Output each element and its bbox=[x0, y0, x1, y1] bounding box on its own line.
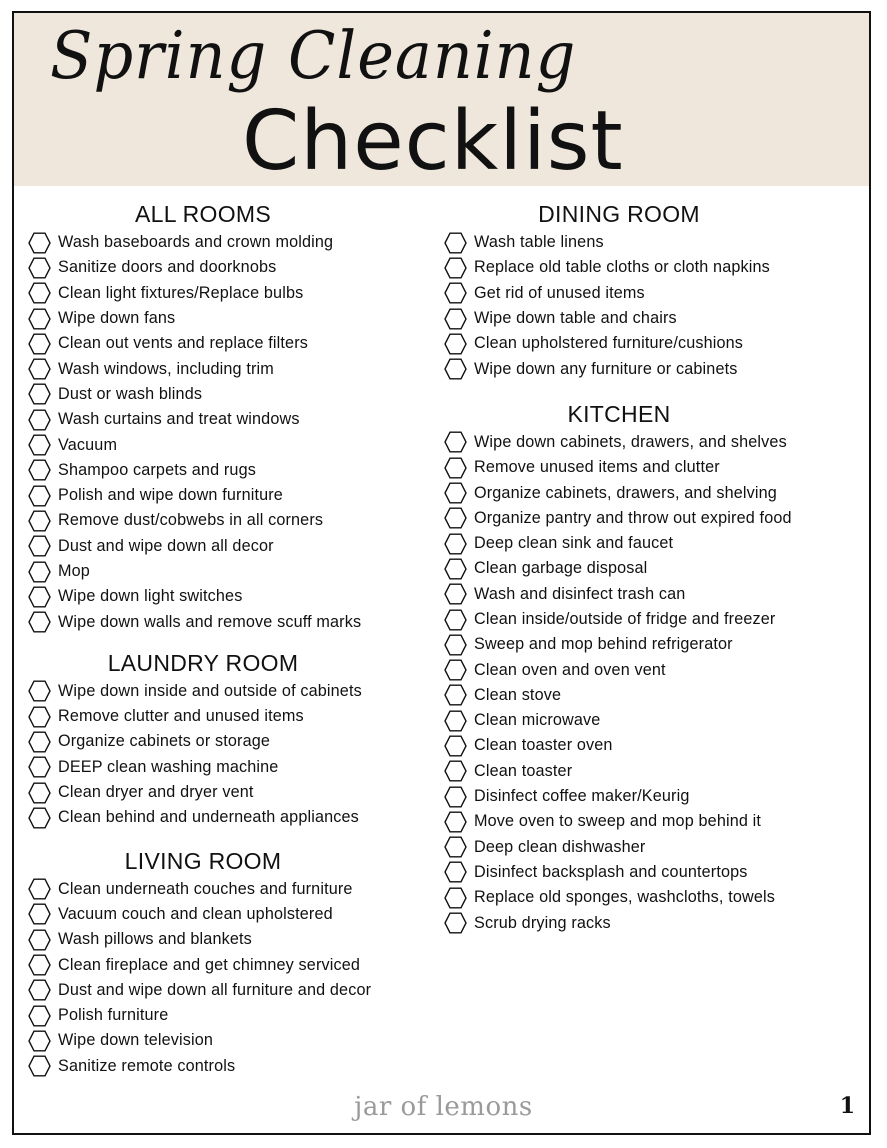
checklist-item bbox=[444, 455, 844, 480]
hexagon-checkbox-icon[interactable] bbox=[28, 409, 51, 431]
hexagon-checkbox-icon[interactable] bbox=[444, 282, 467, 304]
checklist-item-label: Move oven to sweep and mop behind it bbox=[474, 812, 762, 831]
checklist-item-label: Wash pillows and blankets bbox=[58, 930, 252, 949]
hexagon-checkbox-icon[interactable] bbox=[28, 954, 51, 976]
hexagon-checkbox-icon[interactable] bbox=[444, 583, 467, 605]
hexagon-checkbox-icon[interactable] bbox=[444, 609, 467, 631]
hexagon-checkbox-icon[interactable] bbox=[444, 482, 467, 504]
checklist-item-label: Clean inside/outside of fridge and freezer bbox=[474, 610, 776, 628]
checklist-item-label: Wipe down inside and outside of cabinets bbox=[58, 681, 362, 700]
checklist-item-label: Sanitize remote controls bbox=[58, 1056, 236, 1075]
checklist-item bbox=[28, 729, 428, 754]
main-title: Checklist bbox=[242, 94, 624, 189]
hexagon-checkbox-icon[interactable] bbox=[444, 257, 467, 279]
checklist-item-label: Shampoo carpets and rugs bbox=[58, 460, 256, 479]
checklist-item-label: Sanitize doors and doorknobs bbox=[58, 258, 277, 277]
hexagon-checkbox-icon[interactable] bbox=[28, 903, 51, 925]
checklist-item bbox=[444, 356, 844, 381]
checklist-item bbox=[28, 306, 428, 331]
checklist-item-label: Remove clutter and unused items bbox=[58, 707, 304, 726]
hexagon-checkbox-icon[interactable] bbox=[28, 308, 51, 330]
checklist-item-label: Replace old table cloths or cloth napkins bbox=[474, 258, 770, 277]
checklist-item bbox=[444, 556, 844, 581]
hexagon-checkbox-icon[interactable] bbox=[444, 308, 467, 330]
checklist-item-label: Organize pantry and throw out expired food bbox=[474, 508, 792, 527]
checklist-item-label: Clean stove bbox=[474, 685, 562, 704]
hexagon-checkbox-icon[interactable] bbox=[28, 257, 51, 279]
hexagon-checkbox-icon[interactable] bbox=[444, 558, 467, 580]
checklist-item bbox=[444, 809, 844, 834]
hexagon-checkbox-icon[interactable] bbox=[444, 507, 467, 529]
checklist-item bbox=[444, 531, 844, 556]
checklist-item-label: Clean underneath couches and furniture bbox=[58, 879, 353, 898]
checklist-item-label: Wash baseboards and crown molding bbox=[58, 233, 334, 252]
section-title: LIVING ROOM bbox=[124, 847, 282, 874]
checklist-item-label: Clean oven and oven vent bbox=[474, 660, 666, 679]
header-banner bbox=[14, 13, 869, 189]
hexagon-checkbox-icon[interactable] bbox=[444, 431, 467, 453]
checklist-item-label: Mop bbox=[58, 562, 90, 580]
hexagon-checkbox-icon[interactable] bbox=[28, 459, 51, 481]
hexagon-checkbox-icon[interactable] bbox=[28, 979, 51, 1001]
hexagon-checkbox-icon[interactable] bbox=[28, 434, 51, 456]
checklist-item bbox=[28, 780, 428, 805]
checklist-item-label: Organize cabinets or storage bbox=[58, 732, 271, 751]
checklist-item bbox=[28, 1054, 428, 1079]
hexagon-checkbox-icon[interactable] bbox=[28, 929, 51, 951]
hexagon-checkbox-icon[interactable] bbox=[444, 333, 467, 355]
hexagon-checkbox-icon[interactable] bbox=[444, 861, 467, 883]
hexagon-checkbox-icon[interactable] bbox=[28, 383, 51, 405]
checklist-item-label: Clean behind and underneath appliances bbox=[58, 808, 359, 827]
checklist-item-label: Clean dryer and dryer vent bbox=[58, 783, 254, 802]
checklist-item bbox=[444, 430, 844, 455]
checklist-item-label: Clean toaster bbox=[474, 761, 573, 780]
section-title: ALL ROOMS bbox=[134, 201, 272, 227]
hexagon-checkbox-icon[interactable] bbox=[28, 535, 51, 557]
checklist-item bbox=[28, 805, 428, 830]
hexagon-checkbox-icon[interactable] bbox=[28, 1030, 51, 1052]
checklist-item bbox=[28, 978, 428, 1003]
checklist-item bbox=[444, 910, 844, 935]
hexagon-checkbox-icon[interactable] bbox=[28, 680, 51, 702]
checklist-item-label: Wipe down fans bbox=[58, 309, 176, 328]
checklist-item-label: Wipe down light switches bbox=[58, 587, 243, 606]
checklist-item bbox=[28, 927, 428, 952]
checklist-item bbox=[444, 480, 844, 505]
checklist-item bbox=[444, 657, 844, 682]
hexagon-checkbox-icon[interactable] bbox=[28, 1005, 51, 1027]
checklist-item-label: Remove dust/cobwebs in all corners bbox=[58, 511, 324, 530]
checklist-item bbox=[444, 885, 844, 910]
checklist-item bbox=[28, 508, 428, 533]
hexagon-checkbox-icon[interactable] bbox=[28, 756, 51, 778]
checklist-item bbox=[28, 902, 428, 927]
checklist-item-label: Clean fireplace and get chimney serviced bbox=[58, 955, 361, 974]
hexagon-checkbox-icon[interactable] bbox=[28, 282, 51, 304]
hexagon-checkbox-icon[interactable] bbox=[28, 358, 51, 380]
checklist-item-label: Wipe down any furniture or cabinets bbox=[474, 359, 738, 378]
hexagon-checkbox-icon[interactable] bbox=[444, 457, 467, 479]
checklist-item bbox=[444, 506, 844, 531]
checklist-item bbox=[444, 733, 844, 758]
checklist-item-label: Deep clean sink and faucet bbox=[474, 534, 674, 553]
checklist-item-label: Clean toaster oven bbox=[474, 736, 613, 755]
checklist-item bbox=[444, 759, 844, 784]
checklist-item-label: Wash table linens bbox=[474, 233, 604, 252]
hexagon-checkbox-icon[interactable] bbox=[28, 485, 51, 507]
checklist-item-label: Wipe down table and chairs bbox=[474, 309, 677, 328]
checklist-item bbox=[444, 255, 844, 280]
section-kitchen bbox=[444, 398, 844, 936]
checklist-item-label: Vacuum couch and clean upholstered bbox=[58, 904, 333, 923]
hexagon-checkbox-icon[interactable] bbox=[444, 735, 467, 757]
checklist-item bbox=[444, 607, 844, 632]
checklist-item bbox=[28, 877, 428, 902]
checklist-item bbox=[444, 860, 844, 885]
hexagon-checkbox-icon[interactable] bbox=[444, 710, 467, 732]
checklist-item bbox=[28, 230, 428, 255]
checklist-item bbox=[28, 255, 428, 280]
left-column bbox=[28, 198, 428, 1079]
checklist-item bbox=[444, 835, 844, 860]
hexagon-checkbox-icon[interactable] bbox=[28, 1055, 51, 1077]
checklist-item bbox=[28, 559, 428, 584]
checklist-item bbox=[444, 281, 844, 306]
checklist-item bbox=[444, 582, 844, 607]
hexagon-checkbox-icon[interactable] bbox=[444, 836, 467, 858]
checklist-item bbox=[28, 609, 428, 634]
checklist-item-label: Vacuum bbox=[58, 435, 118, 454]
checklist-item-label: Remove unused items and clutter bbox=[474, 458, 720, 477]
checklist-item bbox=[444, 632, 844, 657]
checklist-item-label: Polish furniture bbox=[58, 1006, 169, 1025]
checklist-item-label: Polish and wipe down furniture bbox=[58, 486, 283, 505]
checklist-item bbox=[444, 683, 844, 708]
checklist-item bbox=[28, 1003, 428, 1028]
checklist-item bbox=[444, 306, 844, 331]
hexagon-checkbox-icon[interactable] bbox=[444, 634, 467, 656]
checklist-item bbox=[28, 382, 428, 407]
hexagon-checkbox-icon[interactable] bbox=[444, 533, 467, 555]
hexagon-checkbox-icon[interactable] bbox=[444, 760, 467, 782]
brand-footer: jar of lemons bbox=[354, 1092, 533, 1122]
section-title: KITCHEN bbox=[567, 400, 671, 427]
section-all-rooms bbox=[28, 198, 428, 635]
checklist-item-label: Wipe down cabinets, drawers, and shelves bbox=[474, 432, 787, 451]
checklist-item-label: Scrub drying racks bbox=[474, 913, 611, 932]
checklist-item-label: Clean microwave bbox=[474, 711, 601, 730]
checklist-item-label: Clean upholstered furniture/cushions bbox=[474, 334, 744, 353]
hexagon-checkbox-icon[interactable] bbox=[28, 561, 51, 583]
checklist-item bbox=[28, 458, 428, 483]
hexagon-checkbox-icon[interactable] bbox=[444, 659, 467, 681]
checklist-item-label: Dust or wash blinds bbox=[58, 384, 203, 403]
page-number: 1 bbox=[839, 1093, 855, 1119]
checklist-item-label: Dust and wipe down all decor bbox=[58, 536, 274, 555]
checklist-item bbox=[28, 584, 428, 609]
checklist-item bbox=[444, 331, 844, 356]
section-living-room bbox=[28, 845, 428, 1079]
hexagon-checkbox-icon[interactable] bbox=[28, 510, 51, 532]
checklist-item bbox=[444, 784, 844, 809]
checklist-item-label: Wipe down walls and remove scuff marks bbox=[58, 612, 362, 631]
checklist-item bbox=[28, 952, 428, 977]
checklist-item-label: Sweep and mop behind refrigerator bbox=[474, 635, 733, 654]
hexagon-checkbox-icon[interactable] bbox=[28, 731, 51, 753]
section-laundry-room bbox=[28, 647, 428, 831]
checklist-item bbox=[28, 483, 428, 508]
checklist-item-label: Wash curtains and treat windows bbox=[58, 410, 300, 429]
checklist-item bbox=[28, 331, 428, 356]
checklist-item bbox=[28, 679, 428, 704]
hexagon-checkbox-icon[interactable] bbox=[28, 586, 51, 608]
checklist-item bbox=[28, 281, 428, 306]
checklist-item-label: Deep clean dishwasher bbox=[474, 837, 646, 856]
checklist-item-label: Clean garbage disposal bbox=[474, 559, 648, 578]
hexagon-checkbox-icon[interactable] bbox=[444, 684, 467, 706]
checklist-item bbox=[28, 755, 428, 780]
checklist-item-label: Dust and wipe down all furniture and decor bbox=[58, 980, 372, 999]
section-title: LAUNDRY ROOM bbox=[107, 649, 299, 676]
checklist-item-label: Clean light fixtures/Replace bulbs bbox=[58, 283, 304, 302]
checklist-item-label: Get rid of unused items bbox=[474, 283, 645, 302]
checklist-item-label: Clean out vents and replace filters bbox=[58, 334, 308, 353]
hexagon-checkbox-icon[interactable] bbox=[444, 811, 467, 833]
checklist-item bbox=[28, 534, 428, 559]
hexagon-checkbox-icon[interactable] bbox=[28, 807, 51, 829]
right-column bbox=[444, 198, 844, 936]
checklist-item bbox=[28, 1028, 428, 1053]
checklist-item bbox=[28, 356, 428, 381]
hexagon-checkbox-icon[interactable] bbox=[444, 232, 467, 254]
hexagon-checkbox-icon[interactable] bbox=[444, 786, 467, 808]
section-dining-room bbox=[444, 198, 844, 382]
checklist-item-label: Organize cabinets, drawers, and shelving bbox=[474, 483, 777, 502]
checklist-item bbox=[28, 432, 428, 457]
checklist-item-label: Wash and disinfect trash can bbox=[474, 584, 686, 603]
hexagon-checkbox-icon[interactable] bbox=[28, 333, 51, 355]
checklist-item-label: Wipe down television bbox=[58, 1031, 214, 1050]
checklist-item bbox=[28, 407, 428, 432]
hexagon-checkbox-icon[interactable] bbox=[28, 232, 51, 254]
checklist-item bbox=[444, 708, 844, 733]
checklist-item bbox=[444, 230, 844, 255]
hexagon-checkbox-icon[interactable] bbox=[444, 358, 467, 380]
hexagon-checkbox-icon[interactable] bbox=[28, 706, 51, 728]
checklist-item-label: Disinfect coffee maker/Keurig bbox=[474, 787, 690, 806]
section-title: DINING ROOM bbox=[538, 201, 700, 227]
checklist-item-label: Wash windows, including trim bbox=[58, 359, 274, 378]
hexagon-checkbox-icon[interactable] bbox=[444, 912, 467, 934]
checklist-item-label: Disinfect backsplash and countertops bbox=[474, 862, 748, 881]
hexagon-checkbox-icon[interactable] bbox=[28, 878, 51, 900]
hexagon-checkbox-icon[interactable] bbox=[444, 887, 467, 909]
hexagon-checkbox-icon[interactable] bbox=[28, 611, 51, 633]
checklist-item bbox=[28, 704, 428, 729]
checklist-item-label: DEEP clean washing machine bbox=[58, 757, 279, 776]
script-title: Spring Cleaning bbox=[50, 17, 577, 94]
checklist-item-label: Replace old sponges, washcloths, towels bbox=[474, 888, 775, 907]
hexagon-checkbox-icon[interactable] bbox=[28, 782, 51, 804]
